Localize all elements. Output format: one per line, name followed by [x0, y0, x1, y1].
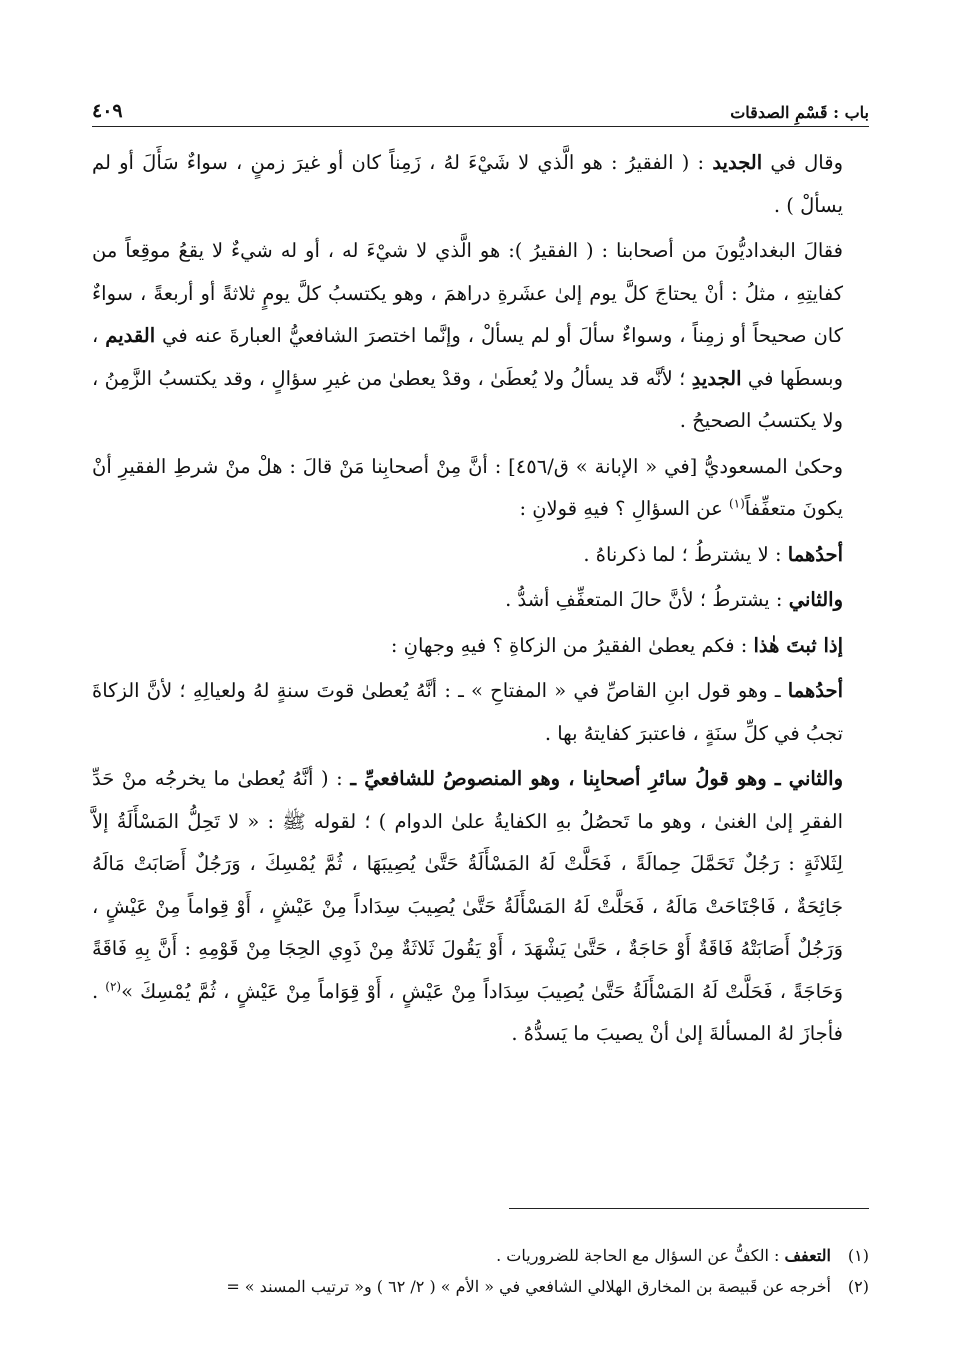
- text-run: وحكىٰ المسعوديُّ [في « الإبانة » ق/٤٥٦] : أنَّ مِنْ أصحابِنا مَنْ قالَ : هلْ منْ شرطِ الفقيرِ أنْ يكونَ متعفِّفاً: [92, 454, 843, 520]
- bold-term: إذا ثبتَ هٰذا: [753, 633, 843, 657]
- footnotes: [92, 1240, 869, 1302]
- footnote-text: أخرجه عن قَبيصة بن المخارق الهلالي الشافعي في « الأم » ( ٢/ ٦٢ ) و« ترتيب المسند » =: [226, 1277, 831, 1296]
- footnote: [92, 1240, 869, 1271]
- text-run: : ( أنَّهُ يُعطىٰ ما يخرجُه منْ حَدِّ الفقرِ إلىٰ الغنىٰ ، وهو ما تَحصُلُ بهِ الكفايةُ علىٰ الدوام ) ؛ لقوله ﷺ : « لا تَحِلُّ المَسْأَلَةُ إلاَّ لِثَلاثَةٍ : رَجُلٌ تَحَمَّلَ حِمالَةً ، فَحَلَّتْ لَهُ المَسْأَلَةُ حَتَّىٰ يُصِيبَهَا ، ثُمَّ يُمْسِكَ ، وَرَجُلٌ أَصَابَتْ مَالَهُ جَائِحَةٌ ، فَاجْتَاحَتْ مَالَهُ ، فَحَلَّتْ لَهُ المَسْأَلَةُ حَتَّىٰ يُصِيبَ سِدَاداً مِنْ عَيْشٍ ، أَوْ قِواماً مِنْ عَيْشٍ ، وَرَجُلٌ أَصَابَتْهُ فَاقَةٌ أَوْ حَاجَةٌ ، حَتَّىٰ يَشْهَدَ ، أَوْ يَقُولَ ثَلاثَةٌ مِنْ ذَوِي الحِجَا مِنْ قَوْمِهِ : أَنَّ بِهِ فَاقَةً وَحَاجَةً ، فَحَلَّتْ لَهُ المَسْأَلَةُ حَتَّىٰ يُصِيبَ سِدَاداً مِنْ عَيْشٍ ، أَوْ قِوَاماً مِنْ عَيْشٍ ، ثُمَّ يُمْسِكَ »: [92, 767, 844, 1003]
- text-run: فقالَ البغداديُّونَ من أصحابنا : ( الفقيرُ ): هو الَّذي لا شيْءَ له ، أو له شيءٌ لا يقعُ موقِعاً من كفايتِهِ ، مثلُ : أنْ يحتاجَ كلَّ يوم إلىٰ عشَرةِ دراهمَ ، وهو يكتسبُ كلَّ يومٍ ثلاثةً أو أربعةً ، سواءٌ كان صحيحاً أو زمِناً ، وسواءٌ سألَ أو لم يسألْ ، وإنَّما اختصرَ الشافعيُّ العبارةَ عنه في: [92, 239, 843, 347]
- text-run: : ( الفقيرُ : هو الَّذي لا شَيْءَ لهُ ، زَمِناً كان أو غيرَ زمنٍ ، سواءٌ سَأَلَ أو لم يسألْ ) .: [92, 151, 843, 217]
- running-title: باب : قَسْمِ الصدقات: [730, 103, 869, 122]
- paragraph: [92, 446, 869, 531]
- bold-term: أحدُهما: [787, 542, 843, 566]
- bold-term: أحدُهما: [787, 679, 843, 702]
- bold-term: والثاني: [788, 588, 843, 611]
- footnote-term: التعفف: [784, 1246, 831, 1265]
- bold-term: الجديدِ: [691, 366, 742, 390]
- text-run: . فأجازَ لهُ المسألةَ إلىٰ أنْ يصيبَ ما يَسدُّهُ .: [92, 979, 843, 1045]
- text-run: وقال في: [762, 151, 843, 174]
- text-run: عن السؤالِ ؟ فيهِ قولانِ :: [519, 497, 729, 520]
- footnote-text: : الكفُّ عن السؤال مع الحاجة للضروريات .: [496, 1246, 785, 1265]
- footnote-ref: (٢): [105, 979, 122, 993]
- paragraph: [92, 142, 869, 227]
- main-text: [92, 142, 869, 1056]
- bold-term: الجديد: [712, 151, 763, 174]
- text-run: ؛ لأنَّه قد يسألُ ولا يُعطَىٰ ، وقدْ يعطىٰ من غيرِ سؤالٍ ، وقد يكتسبُ الزَّمِنُ ، ولا يكتسبُ الصحيحُ .: [92, 366, 843, 432]
- text-run: : يشترطُ ؛ لأنَّ حالَ المتعفِّفِ أشدُّ .: [505, 588, 789, 611]
- page-header: [92, 88, 869, 127]
- footnote-separator: [509, 1208, 869, 1209]
- text-run: : لا يشترطُ ؛ لما ذكرناهُ .: [583, 542, 788, 566]
- bold-term: والثاني ـ وهو قولُ سائرِ أصحابِنا ، وهو المنصوصُ للشافعيِّ ـ: [350, 767, 843, 790]
- paragraph: [92, 534, 869, 577]
- text-run: : فكم يعطىٰ الفقيرُ من الزكاةِ ؟ فيهِ وجهانِ :: [390, 633, 754, 657]
- text-run: ، وبسطَها في: [92, 324, 843, 390]
- paragraph: [92, 670, 869, 755]
- paragraph: [92, 758, 869, 1056]
- footnote-number: (٢): [847, 1277, 869, 1296]
- paragraph: [92, 625, 869, 668]
- paragraph: [92, 579, 869, 622]
- page-number: ٤٠٩: [92, 100, 123, 122]
- text-run: ـ وهو قول ابنِ القاصِّ في « المفتاحِ » ـ : أنَّهُ يُعطىٰ قوتَ سنةٍ لهُ ولعيالِهِ ؛ لأنَّ الزكاةَ تجبُ في كلِّ سنَةٍ ، فاعتبرَ كفايتهُ بها .: [92, 679, 843, 745]
- paragraph: [92, 230, 869, 443]
- footnote: [92, 1271, 869, 1302]
- bold-term: القديم: [105, 324, 156, 347]
- footnote-ref: (١): [728, 496, 745, 511]
- footnote-number: (١): [847, 1246, 869, 1265]
